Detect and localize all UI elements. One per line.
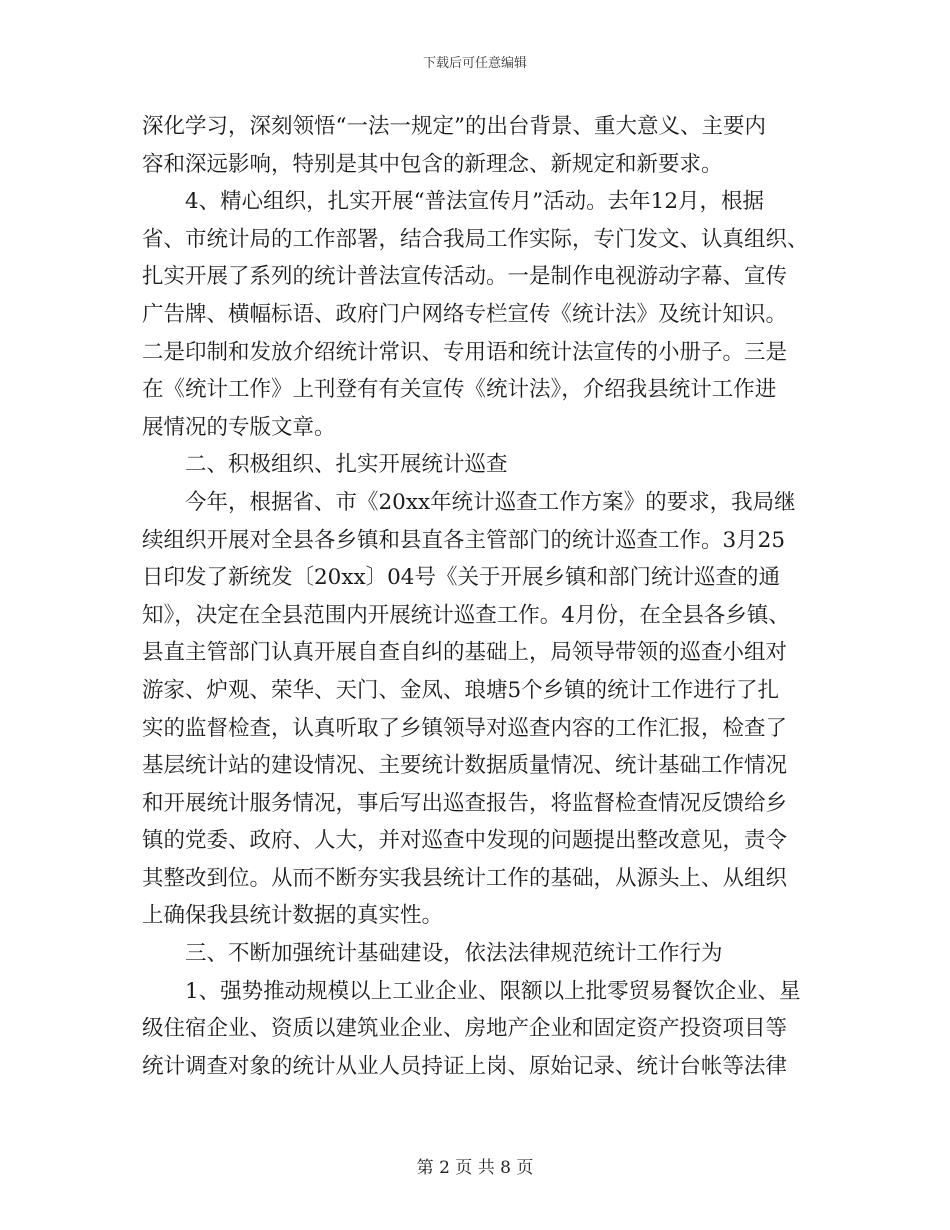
text-line: 实的监督检查，认真听取了乡镇领导对巡查内容的工作汇报，检查了: [142, 715, 788, 741]
text-line: 其整改到位。从而不断夯实我县统计工作的基础，从源头上、从组织: [142, 865, 788, 891]
text-line: 扎实开展了系列的统计普法宣传活动。一是制作电视游动字幕、宣传: [142, 264, 788, 290]
document-body: [142, 108, 814, 1085]
page-header: 下载后可任意编辑: [422, 56, 527, 71]
text-line: 基层统计站的建设情况、主要统计数据质量情况、统计基础工作情况: [142, 753, 788, 779]
text-line: 续组织开展对全县各乡镇和县直各主管部门的统计巡查工作。3月25: [142, 527, 786, 553]
text-line: 游家、炉观、荣华、天门、金凤、琅塘5个乡镇的统计工作进行了扎: [142, 677, 780, 703]
text-line: 今年，根据省、市《20xx年统计巡查工作方案》的要求，我局继: [185, 489, 796, 515]
text-line: 上确保我县统计数据的真实性。: [142, 903, 444, 929]
text-line: 日印发了新统发〔20xx〕04号《关于开展乡镇和部门统计巡查的通: [142, 565, 780, 591]
text-line: 在《统计工作》上刊登有有关宣传《统计法》，介绍我县统计工作进: [142, 377, 777, 403]
text-line: 县直主管部门认真开展自查自纠的基础上，局领导带领的巡查小组对: [142, 640, 788, 666]
text-line: 省、市统计局的工作部署，结合我局工作实际，专门发文、认真组织、: [142, 226, 809, 252]
text-line: 级住宿企业、资质以建筑业企业、房地产企业和固定资产投资项目等: [142, 1016, 788, 1042]
section-heading: 三、不断加强统计基础建设，依法法律规范统计工作行为: [185, 941, 723, 967]
text-line: 知》，决定在全县范围内开展统计巡查工作。4月份，在全县各乡镇、: [142, 602, 790, 628]
text-line: 镇的党委、政府、人大，并对巡查中发现的问题提出整改意见，责令: [142, 828, 788, 854]
text-line: 1、强势推动规模以上工业企业、限额以上批零贸易餐饮企业、星: [185, 978, 801, 1004]
text-line: 深化学习，深刻领悟“一法一规定”的出台背景、重大意义、主要内: [142, 114, 766, 139]
text-line: 广告牌、横幅标语、政府门户网络专栏宣传《统计法》及统计知识。: [142, 301, 788, 327]
text-line: 4、精心组织，扎实开展“普法宣传月”活动。去年12月，根据: [185, 189, 765, 215]
text-line: 容和深远影响，特别是其中包含的新理念、新规定和新要求。: [142, 151, 723, 177]
page-footer: 第 2 页 共 8 页: [416, 1158, 534, 1178]
text-line: 和开展统计服务情况，事后写出巡查报告，将监督检查情况反馈给乡: [142, 790, 788, 816]
section-heading: 二、积极组织、扎实开展统计巡查: [185, 452, 508, 478]
text-line: 统计调查对象的统计从业人员持证上岗、原始记录、统计台帐等法律: [142, 1053, 788, 1079]
text-line: 展情况的专版文章。: [142, 414, 336, 440]
text-line: 二是印制和发放介绍统计常识、专用语和统计法宣传的小册子。三是: [142, 339, 788, 365]
